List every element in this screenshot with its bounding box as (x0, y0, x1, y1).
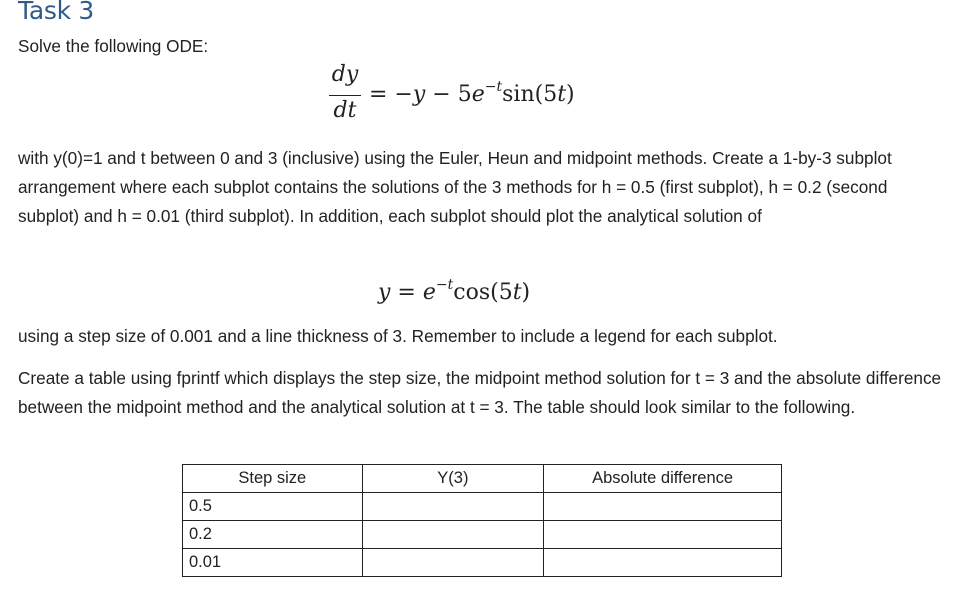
cell-y3 (362, 493, 544, 521)
analytical-equation (378, 277, 531, 305)
paragraph-table-instructions: Create a table using fprintf which displays the step size, the midpoint method solution for t = 3 and the absolute difference between the midpoint method and the analytical solution at t = 3. The table should look similar to the following. (18, 368, 942, 417)
ode-close-paren: ) (566, 82, 575, 107)
header-absolute-difference: Absolute difference (544, 465, 782, 493)
table-row (183, 521, 782, 549)
header-step-size: Step size (183, 465, 363, 493)
ode-e: e (471, 82, 485, 107)
analytical-equals: = (390, 280, 423, 305)
intro-text: Solve the following ODE: (18, 36, 209, 56)
cell-y3 (362, 521, 544, 549)
analytical-exponent: −t (435, 277, 454, 293)
analytical-y: y (378, 280, 391, 305)
cell-step-size: 0.2 (183, 521, 363, 549)
results-table (182, 464, 782, 577)
ode-right-hand-side (369, 79, 575, 107)
fraction-denominator: dt (333, 98, 357, 123)
analytical-t: t (512, 280, 522, 305)
analytical-cos: cos(5 (453, 280, 513, 305)
cell-absolute-difference (544, 493, 782, 521)
analytical-close-paren: ) (521, 280, 531, 305)
ode-sin: sin(5 (502, 82, 558, 107)
fraction-bar (329, 95, 361, 96)
ode-minus-five: − 5 (425, 82, 472, 107)
fraction-numerator: dy (331, 62, 359, 87)
paragraph-step-size: using a step size of 0.001 and a line thickness of 3. Remember to include a legend for each subplot. (18, 326, 778, 346)
task-heading: Task 3 (18, 0, 95, 25)
ode-equation (327, 62, 647, 130)
ode-equals-minus: = − (369, 82, 413, 107)
cell-absolute-difference (544, 549, 782, 577)
cell-y3 (362, 549, 544, 577)
ode-y: y (412, 82, 426, 107)
paragraph-methods: with y(0)=1 and t between 0 and 3 (inclusive) using the Euler, Heun and midpoint methods. Create a 1-by-3 subplot arrangement where each subplot contains the solutions of the 3 methods for h = 0.5 (first subplot), h = 0.2 (second subplot) and h = 0.01 (third subplot). In addition, each subplot should plot the analytical solution of (18, 148, 892, 226)
ode-t: t (557, 82, 567, 107)
table-header-row (183, 465, 782, 493)
analytical-e: e (422, 280, 436, 305)
table-row (183, 493, 782, 521)
cell-step-size: 0.01 (183, 549, 363, 577)
cell-absolute-difference (544, 521, 782, 549)
ode-exponent: −t (484, 79, 503, 95)
table-row (183, 549, 782, 577)
header-y3: Y(3) (362, 465, 544, 493)
cell-step-size: 0.5 (183, 493, 363, 521)
